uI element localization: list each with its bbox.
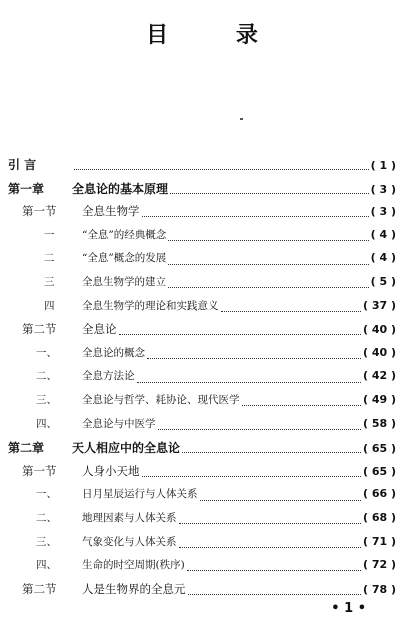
toc-entry-title: 全息生物学 (82, 204, 140, 219)
dot-leader (179, 547, 361, 548)
toc-entry-number: 第二节 (22, 322, 57, 337)
toc-entry[interactable] (8, 416, 396, 440)
dot-leader (182, 452, 361, 453)
toc-entry[interactable] (8, 534, 396, 558)
toc-entry-page: ( 66 ) (362, 487, 396, 501)
toc-entry-number: 第一章 (8, 181, 45, 196)
toc-entry-title: 全息方法论 (82, 370, 135, 383)
dot-leader (142, 476, 361, 477)
toc-entry-number: 第二节 (22, 581, 57, 596)
toc-entry[interactable] (8, 345, 396, 369)
dot-leader (188, 594, 361, 595)
toc-entry-page: ( 65 ) (362, 442, 396, 456)
toc-entry-page: ( 3 ) (370, 205, 396, 219)
toc-entry-page: ( 4 ) (370, 227, 396, 241)
toc-entry-page: ( 68 ) (362, 510, 396, 524)
page-number: • 1 • (331, 601, 366, 616)
toc-entry-page: ( 78 ) (362, 582, 396, 596)
toc-entry[interactable] (8, 180, 396, 204)
toc-entry-title: “全息”概念的发展 (82, 252, 167, 265)
toc-entry-title: 人身小天地 (82, 463, 140, 478)
toc-entry-number: 第二章 (8, 441, 45, 456)
toc-entry-title: 全息论的基本原理 (72, 181, 169, 196)
toc-entry-number: 四、 (36, 559, 57, 572)
toc-entry-title: 生命的时空周期(秩序) (82, 559, 185, 572)
dot-leader (142, 216, 369, 217)
toc-entry-page: ( 40 ) (362, 323, 396, 337)
toc-entry[interactable] (8, 557, 396, 581)
dot-leader (221, 311, 361, 312)
toc-entry[interactable] (8, 321, 396, 345)
toc-entry-title: 全息生物学的理论和实践意义 (82, 299, 219, 312)
toc-entry-page: ( 42 ) (362, 369, 396, 383)
toc-entry-page: ( 5 ) (370, 274, 396, 288)
toc-entry[interactable] (8, 439, 396, 463)
toc-entry[interactable] (8, 227, 396, 251)
dot-leader (168, 264, 368, 265)
dot-leader (168, 240, 368, 241)
toc-entry-page: ( 65 ) (362, 464, 396, 478)
toc-entry-title: 人是生物界的全息元 (82, 581, 186, 596)
toc-entry-number: 第一节 (22, 463, 57, 478)
toc-entry[interactable] (8, 274, 396, 298)
dot-leader (200, 500, 361, 501)
toc-entry[interactable] (8, 250, 396, 274)
toc-entry[interactable] (8, 203, 396, 227)
dot-leader (137, 382, 361, 383)
page-title: 目 录 (146, 22, 288, 48)
dot-leader (74, 169, 369, 170)
toc-entry-page: ( 72 ) (362, 558, 396, 572)
table-of-contents (8, 156, 396, 604)
toc-entry-title: 全息生物学的建立 (82, 275, 166, 288)
toc-entry-number: 二、 (36, 511, 57, 524)
toc-entry-number: 一、 (36, 488, 57, 501)
toc-entry-number: 三、 (36, 393, 57, 406)
toc-entry-page: ( 58 ) (362, 416, 396, 430)
toc-entry-number: 二、 (36, 370, 57, 383)
toc-entry-page: ( 71 ) (362, 534, 396, 548)
toc-entry-number: 一 (44, 228, 55, 241)
toc-entry-title: 地理因素与人体关系 (82, 511, 177, 524)
toc-entry-number: 二 (44, 252, 55, 265)
toc-entry[interactable] (8, 486, 396, 510)
toc-entry-page: ( 49 ) (362, 392, 396, 406)
toc-entry-number: 一、 (36, 346, 57, 359)
dot-leader (158, 429, 361, 430)
toc-entry-number: 引 言 (8, 158, 37, 172)
toc-entry[interactable] (8, 298, 396, 322)
toc-entry-title: 日月星辰运行与人体关系 (82, 488, 198, 501)
toc-entry-number: 三、 (36, 535, 57, 548)
toc-entry[interactable] (8, 463, 396, 487)
toc-entry-number: 第一节 (22, 204, 57, 219)
toc-entry-title: “全息”的经典概念 (82, 228, 167, 241)
toc-entry-number: 四、 (36, 417, 57, 430)
speck (240, 118, 243, 120)
toc-entry-title: 气象变化与人体关系 (82, 535, 177, 548)
toc-entry-title: 全息论与哲学、耗协论、现代医学 (82, 393, 240, 406)
toc-entry-page: ( 1 ) (370, 159, 396, 172)
toc-entry[interactable] (8, 392, 396, 416)
toc-entry[interactable] (8, 156, 396, 180)
toc-entry-title: 全息论的概念 (82, 346, 145, 359)
dot-leader (147, 358, 361, 359)
dot-leader (119, 334, 361, 335)
toc-entry-page: ( 40 ) (362, 345, 396, 359)
toc-entry[interactable] (8, 368, 396, 392)
dot-leader (187, 570, 361, 571)
dot-leader (168, 287, 369, 288)
toc-entry-title: 全息论与中医学 (82, 417, 156, 430)
dot-leader (179, 523, 361, 524)
dot-leader (170, 193, 369, 194)
toc-entry[interactable] (8, 510, 396, 534)
toc-entry-number: 三 (44, 275, 55, 288)
toc-entry-title: 天人相应中的全息论 (72, 441, 181, 456)
toc-entry-page: ( 37 ) (362, 298, 396, 312)
dot-leader (242, 405, 361, 406)
toc-entry-page: ( 3 ) (370, 182, 396, 196)
toc-entry-page: ( 4 ) (370, 251, 396, 265)
toc-entry-number: 四 (44, 299, 55, 312)
toc-entry-title: 全息论 (82, 322, 117, 337)
